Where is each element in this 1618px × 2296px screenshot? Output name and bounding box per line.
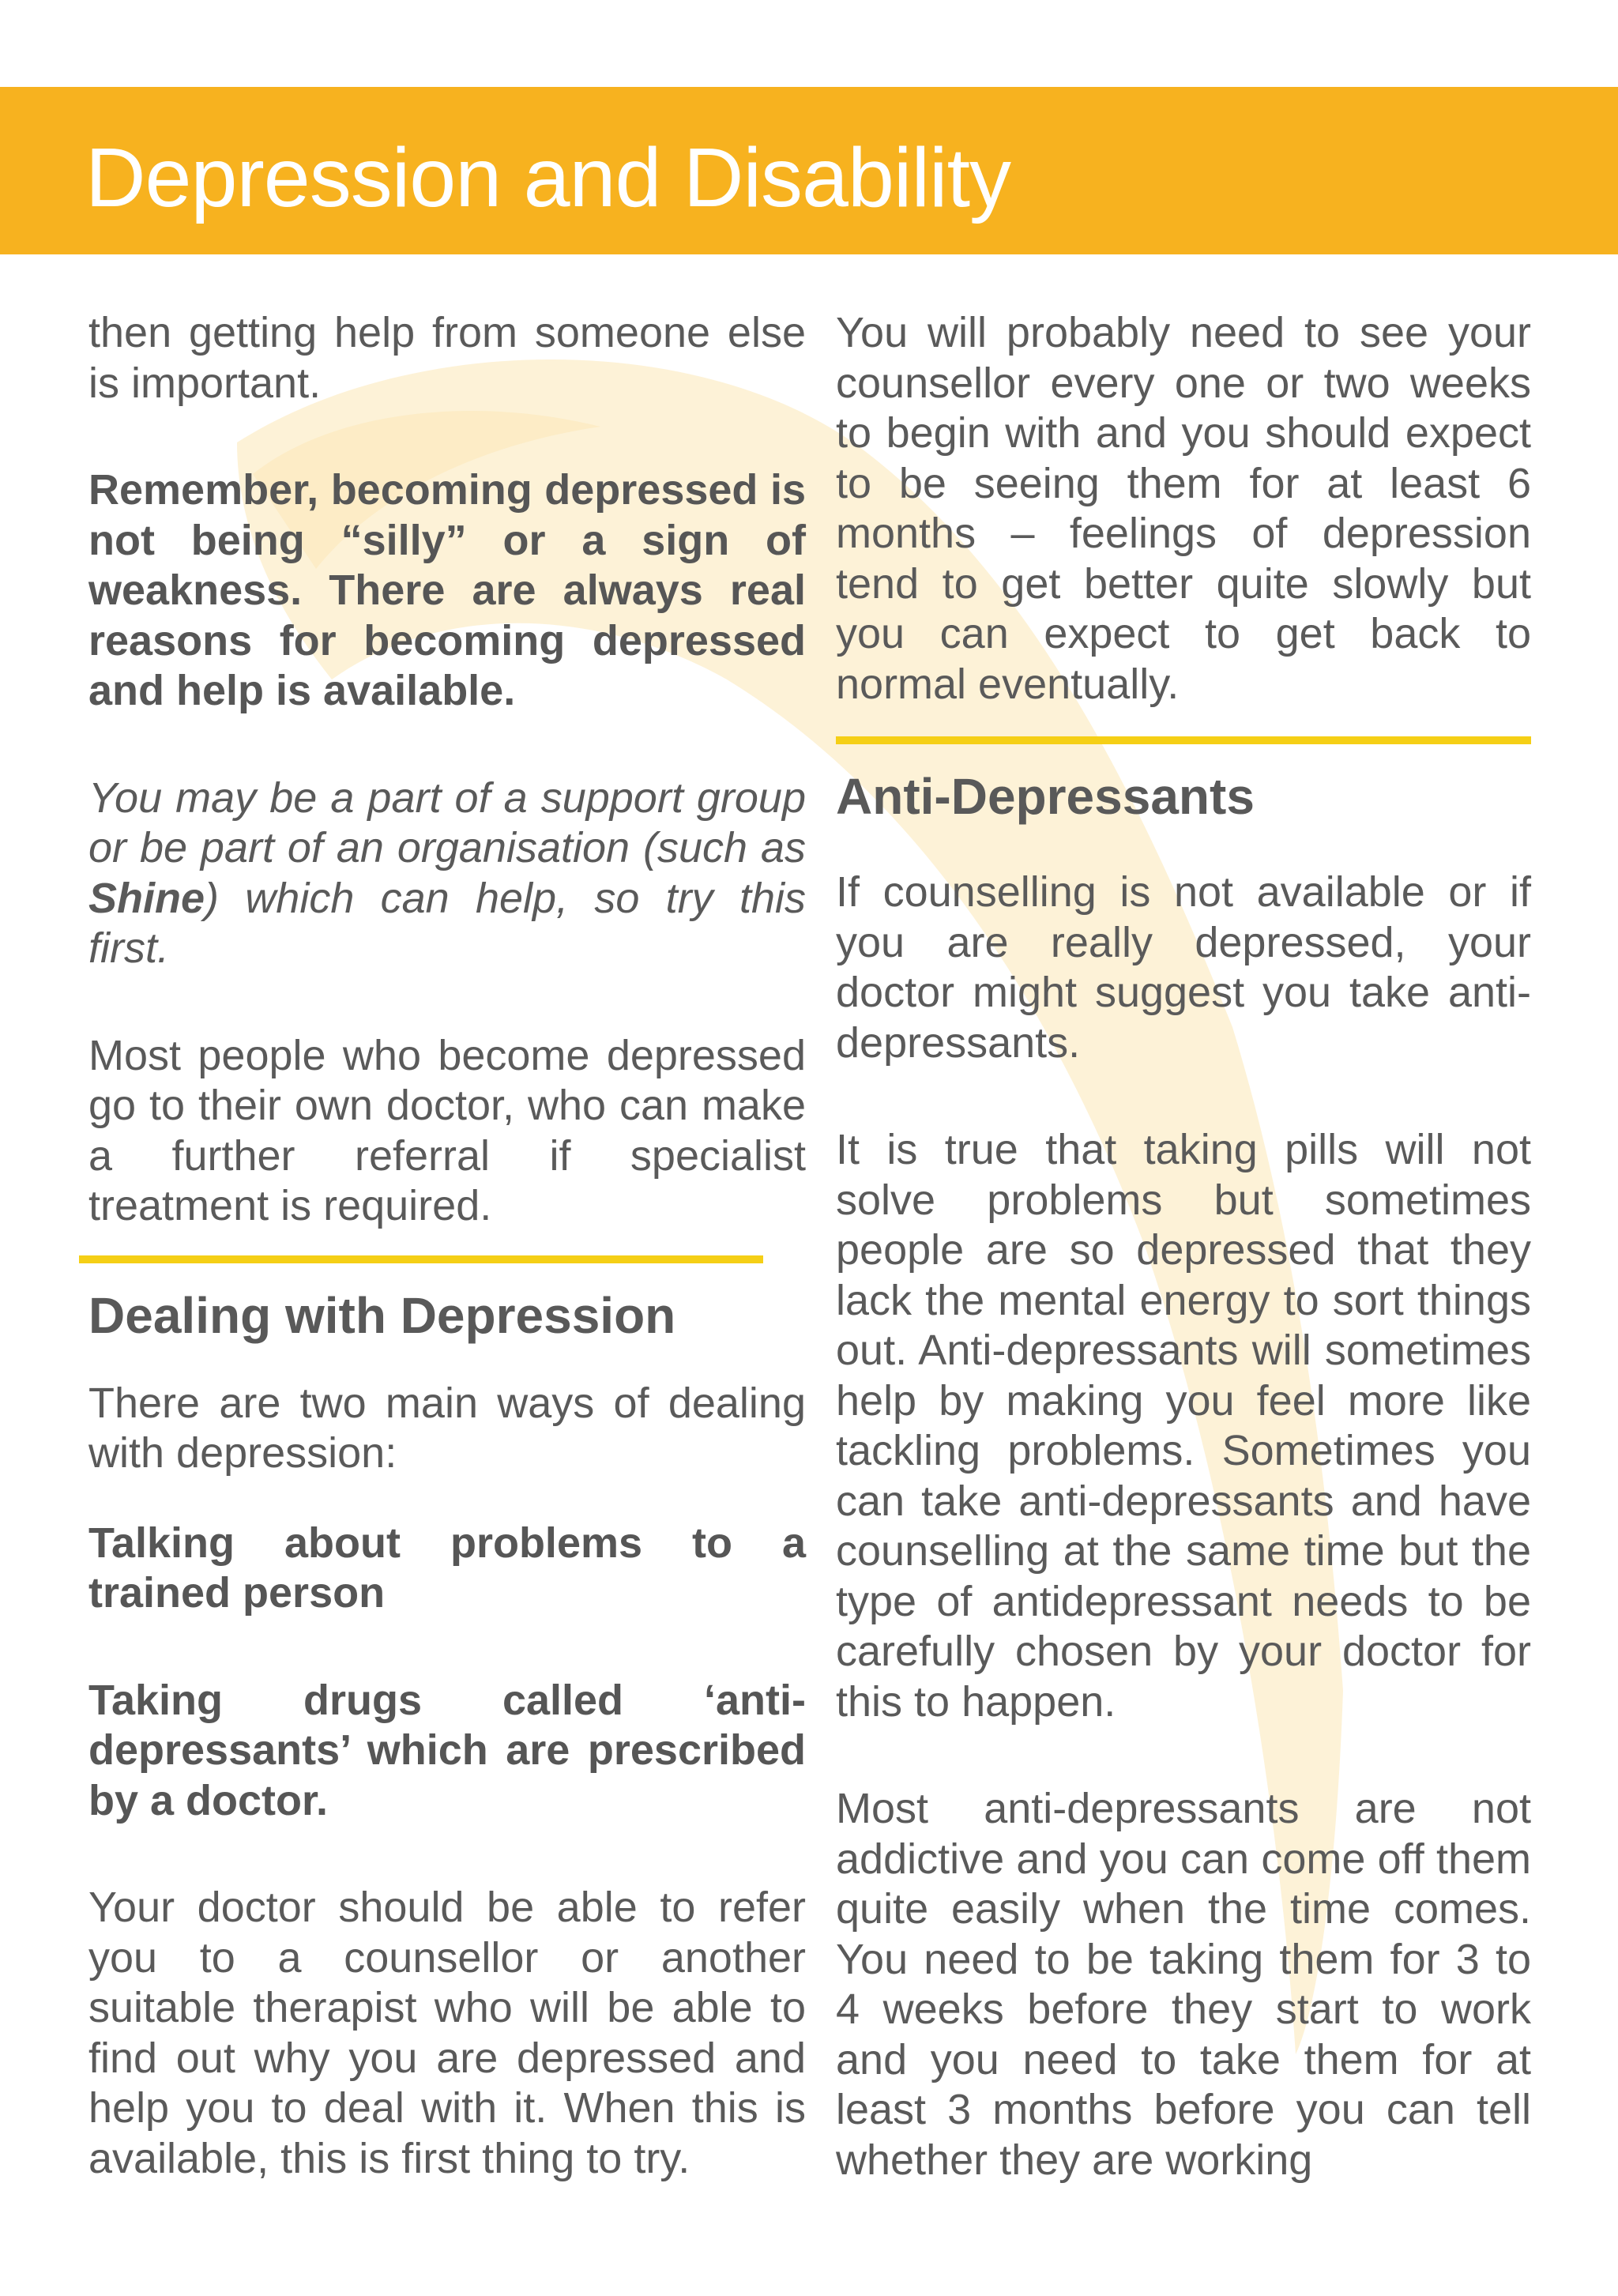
pills-paragraph: It is true that taking pills will not solve problems but sometimes people are so depressed that they lack the mental energy to sort things out. Anti-depressants will sometimes help by making you feel more like tackling problems. Sometimes you can take anti-depressants and have counselling at the same time but the type of antidepressant needs to be carefully chosen by your doctor for this to happen. [836,1126,1531,1726]
referral-paragraph: Your doctor should be able to refer you to a counsellor or another suitable therapist who will be able to find out why you are depressed and help you to deal with it. When this is available, this is first thing to try. [88,1884,806,2182]
counsellor-paragraph: You will probably need to see your counsellor every one or two weeks to begin with and you should expect to be seeing them for at least 6 months – feelings of depression tend to get better quite slowly but you can expect to get back to normal eventually. [836,309,1531,708]
support-text-b: ) which can help, so try this first. [88,874,806,972]
section-heading-antidepressants: Anti-Depressants [836,768,1255,825]
support-text-a: You may be a part of a support group or be part of an organisation (such as [88,773,806,871]
intro-paragraph: then getting help from someone else is important. [88,309,806,407]
left-column [88,308,806,2184]
section-divider [79,1255,763,1263]
page-title: Depression and Disability [85,131,1011,224]
right-column [836,308,1531,2185]
support-group-paragraph [88,773,806,974]
counselling-unavailable-paragraph: If counselling is not available or if you are really depressed, your doctor might suggest you take anti-depressants. [836,868,1531,1067]
section-divider [836,736,1531,744]
remember-paragraph: Remember, becoming depressed is not being “silly” or a sign of weakness. There are always real reasons for becoming depressed and help is available. [88,466,806,714]
doctor-paragraph: Most people who become depressed go to their own doctor, who can make a further referral if specialist treatment is required. [88,1031,806,1229]
two-ways-paragraph: There are two main ways of dealing with depression: [88,1379,806,1477]
section-heading-dealing: Dealing with Depression [88,1286,676,1344]
addictive-paragraph: Most anti-depressants are not addictive and you can come off them quite easily when the time comes. You need to be taking them for 3 to 4 weeks before they start to work and you need to take them for at least 3 months before you can tell whether they are working [836,1785,1531,2184]
talking-option: Talking about problems to a trained person [88,1519,806,1617]
drugs-option: Taking drugs called ‘anti-depressants’ which are prescribed by a doctor. [88,1676,806,1824]
shine-name: Shine [88,874,205,922]
title-band [0,87,1618,254]
